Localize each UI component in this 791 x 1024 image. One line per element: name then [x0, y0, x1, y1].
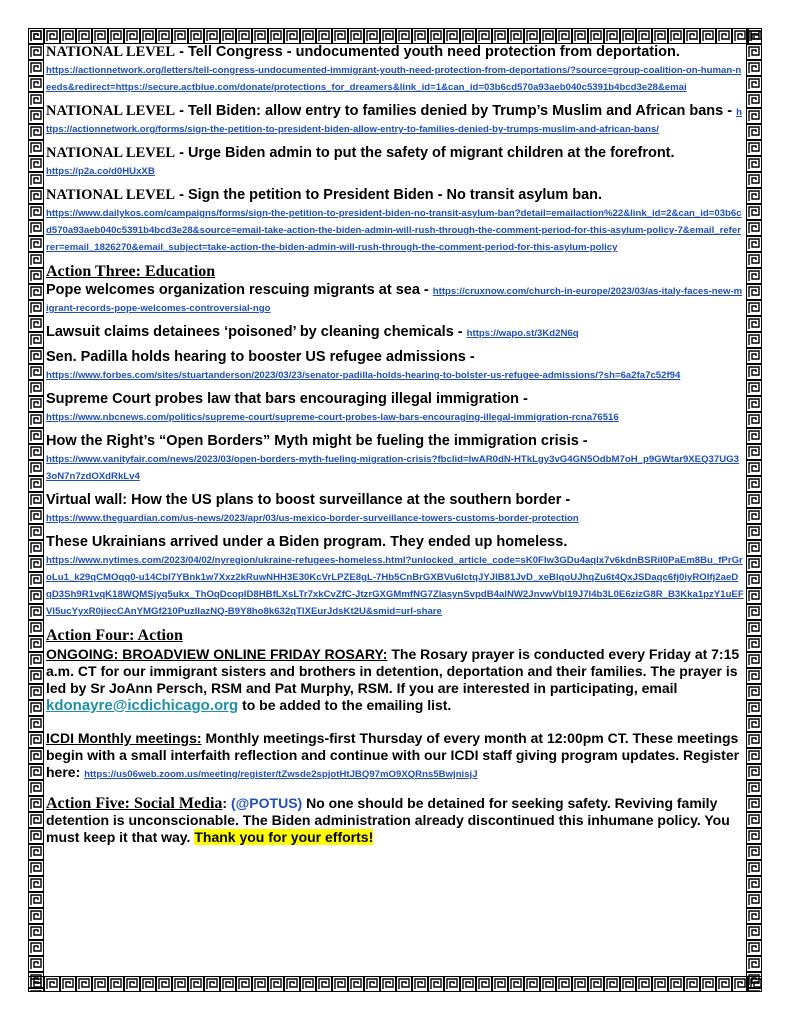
education-title: These Ukrainians arrived under a Biden program. They ended up homeless.	[46, 534, 568, 550]
national-item: NATIONAL LEVEL - Urge Biden admin to put the safety of migrant children at the forefront. https://p2a.co/d0HUxXB	[46, 145, 675, 177]
education-item	[46, 391, 744, 425]
icdi-paragraph	[46, 730, 744, 781]
rosary-label: ONGOING: BROADVIEW ONLINE FRIDAY ROSARY:	[46, 646, 388, 662]
national-level-label: NATIONAL LEVEL	[46, 103, 176, 119]
national-link[interactable]: https://www.dailykos.com/campaigns/forms/sign-the-petition-to-president-biden-no-transit-asylum-ban?detail=emailaction%22&link_id=2&can_id=03b6cd570a93aeb040c5391b4bcd3e28&source=email-take-action-the-biden-admin-will-rush-through-the-comment-period-for-this-asylum-policy-7&email_referrer=email_1826270&email_subject=take-action-the-biden-admin-will-rush-through-the-comment-period-for-this-asylum-policy	[46, 208, 742, 253]
rosary-text: The Rosary prayer is conducted every Friday at 7:15 a.m. CT for our immigrant sisters and brothers in detention, deportation and their families. The prayer is led by Sr JoAnn Persch, RSM and Pat Murphy, RSM. If you are interested in participating, email	[46, 646, 740, 696]
rosary-paragraph	[46, 646, 744, 714]
rosary-tail: to be added to the emailing list.	[238, 697, 452, 713]
education-item	[46, 492, 744, 526]
national-item: NATIONAL LEVEL - Tell Congress - undocumented youth need protection from deportation. https://actionnetwork.org/letters/tell-congress-undocumented-immigrant-youth-need-protection-from-deportations/?source=group-coalition-on-human-needs&redirect=https://secure.actblue.com/donate/protections_for_dreamers&link_id=1&can_id=03b6cd570a93aeb040c5391b4bcd3e28&emai	[46, 44, 742, 93]
page-border-top	[28, 28, 762, 44]
national-link[interactable]: https://actionnetwork.org/forms/sign-the-petition-to-president-biden-allow-entry-to-families-denied-by-trumps-muslim-and-african-bans/	[46, 107, 742, 135]
national-level-label: NATIONAL LEVEL	[46, 44, 176, 60]
education-sep: -	[453, 324, 467, 340]
icdi-text: Monthly meetings-first Thursday of every month at 12:00pm CT. These meetings begin with a small interfaith reflection and continue with our ICDI staff giving program updates. Register here:	[46, 730, 740, 780]
education-link[interactable]: https://www.forbes.com/sites/stuartanderson/2023/03/23/senator-padilla-holds-hearing-to-bolster-us-refugee-admissions/?sh=6a2fa7c52f94	[46, 370, 681, 381]
section-heading-social: Action Five: Social Media	[46, 795, 223, 812]
thanks-highlight: Thank you for your efforts!	[194, 829, 374, 845]
education-title: Virtual wall: How the US plans to boost surveillance at the southern border -	[46, 492, 571, 508]
education-link[interactable]: https://www.theguardian.com/us-news/2023/apr/03/us-mexico-border-surveillance-towers-customs-border-protection	[46, 513, 579, 524]
social-media-paragraph	[46, 795, 744, 846]
national-level-label: NATIONAL LEVEL	[46, 187, 176, 203]
education-title: How the Right’s “Open Borders” Myth might be fueling the immigration crisis -	[46, 433, 588, 449]
social-text: No one should be detained for seeking safety. Reviving family detention is unconscionable. The Biden administration already discontinued this inhumane policy. You must keep it that way.	[46, 795, 730, 845]
national-title: Tell Biden: allow entry to families denied by Trump’s Muslim and African bans	[187, 103, 724, 119]
page-border-bottom	[28, 976, 762, 992]
national-link[interactable]: https://p2a.co/d0HUxXB	[46, 166, 155, 177]
social-colon: :	[222, 795, 231, 811]
education-title: Lawsuit claims detainees ‘poisoned’ by cleaning chemicals	[46, 324, 454, 340]
education-title: Pope welcomes organization rescuing migrants at sea	[46, 282, 420, 298]
education-link[interactable]: https://wapo.st/3Kd2N6q	[466, 328, 579, 339]
national-title: Tell Congress - undocumented youth need protection from deportation.	[187, 44, 680, 60]
education-item	[46, 324, 744, 341]
education-title: Supreme Court probes law that bars encouraging illegal immigration -	[46, 391, 528, 407]
education-item	[46, 282, 744, 316]
potus-handle: (@POTUS)	[230, 795, 303, 811]
document-content	[46, 44, 744, 974]
national-item: NATIONAL LEVEL - Sign the petition to President Biden - No transit asylum ban. https://www.dailykos.com/campaigns/forms/sign-the-petition-to-president-biden-no-transit-asylum-ban?detail=emailaction%22&link_id=2&can_id=03b6cd570a93aeb040c5391b4bcd3e28&source=email-take-action-the-biden-admin-will-rush-through-the-comment-period-for-this-asylum-policy-7&email_referrer=email_1826270&email_subject=take-action-the-biden-admin-will-rush-through-the-comment-period-for-this-asylum-policy	[46, 187, 742, 253]
education-link[interactable]: https://www.nytimes.com/2023/04/02/nyregion/ukraine-refugees-homeless.html?unlocked_article_code=sK0FIw3GDu4aqlx7v6kdnBSRiI0PaEm8Bu_fPrGroLu1_k29qCMOqq0-u14CbI7YBnk1w7Xxz2kRuwNHH3E30KcVrLPZE8gL-7Hb5CnBrGXBVu6lctqJYJIB81JvD_xeBlqoUJhqZu6t4QxJSDaqc6fj0iyROIfj2aeDqD3Sh9R1vqK18WQMSjyq5ukx_ThOqDcopID8HBfLXsLTr7xkCvZfC-JtzrGXGMmfNG7ZlasynSvpdB4alNW2JnvwVbI19J7I4b3L0E6zizG8R_B3Kka1pzY1uEFVl5ucYyxR0jiecCAnYMGf210PuzIlazNQ-B9Y8ho8k632qTlXEurJdsKt2U&smid=url-share	[46, 555, 744, 617]
national-title: Sign the petition to President Biden - No transit asylum ban.	[187, 187, 603, 203]
national-link[interactable]: https://actionnetwork.org/letters/tell-congress-undocumented-immigrant-youth-need-protection-from-deportations/?source=group-coalition-on-human-needs&redirect=https://secure.actblue.com/donate/protections_for_dreamers&link_id=1&can_id=03b6cd570a93aeb040c5391b4bcd3e28&emai	[46, 65, 742, 93]
education-item	[46, 534, 744, 619]
education-item	[46, 433, 744, 484]
section-heading-education: Action Three: Education	[46, 263, 216, 280]
icdi-label: ICDI Monthly meetings:	[46, 730, 202, 746]
national-item: NATIONAL LEVEL - Tell Biden: allow entry to families denied by Trump’s Muslim and African bans - https://actionnetwork.org/forms/sign-the-petition-to-president-biden-allow-entry-to-families-denied-by-trumps-muslim-and-african-bans/	[46, 103, 742, 135]
education-link[interactable]: https://cruxnow.com/church-in-europe/2023/03/as-italy-faces-new-migrant-records-pope-welcomes-controversial-ngo	[46, 286, 743, 314]
education-link[interactable]: https://www.nbcnews.com/politics/supreme-court/supreme-court-probes-law-bars-encouraging-illegal-immigration-rcna76516	[46, 412, 619, 423]
page-border-right	[746, 28, 762, 992]
contact-email-link[interactable]: kdonayre@icdichicago.org	[46, 697, 239, 714]
page-border-left	[28, 28, 44, 992]
education-link[interactable]: https://www.vanityfair.com/news/2023/03/open-borders-myth-fueling-migration-crisis?fbclid=IwAR0dN-HTkLgy3vG4GN5OdbM7oH_p9GWtar9XEQ37UG33oN7n7zdOXdRkLv4	[46, 454, 739, 482]
section-heading-action: Action Four: Action	[46, 627, 183, 644]
national-level-label: NATIONAL LEVEL	[46, 145, 176, 161]
register-link[interactable]: https://us06web.zoom.us/meeting/register/tZwsde2spjotHtJBQ97mO9XQRns5BwjnisjJ	[84, 769, 478, 780]
national-title: Urge Biden admin to put the safety of migrant children at the forefront.	[187, 145, 675, 161]
education-item	[46, 349, 744, 383]
education-sep: -	[419, 282, 433, 298]
education-title: Sen. Padilla holds hearing to booster US refugee admissions -	[46, 349, 475, 365]
